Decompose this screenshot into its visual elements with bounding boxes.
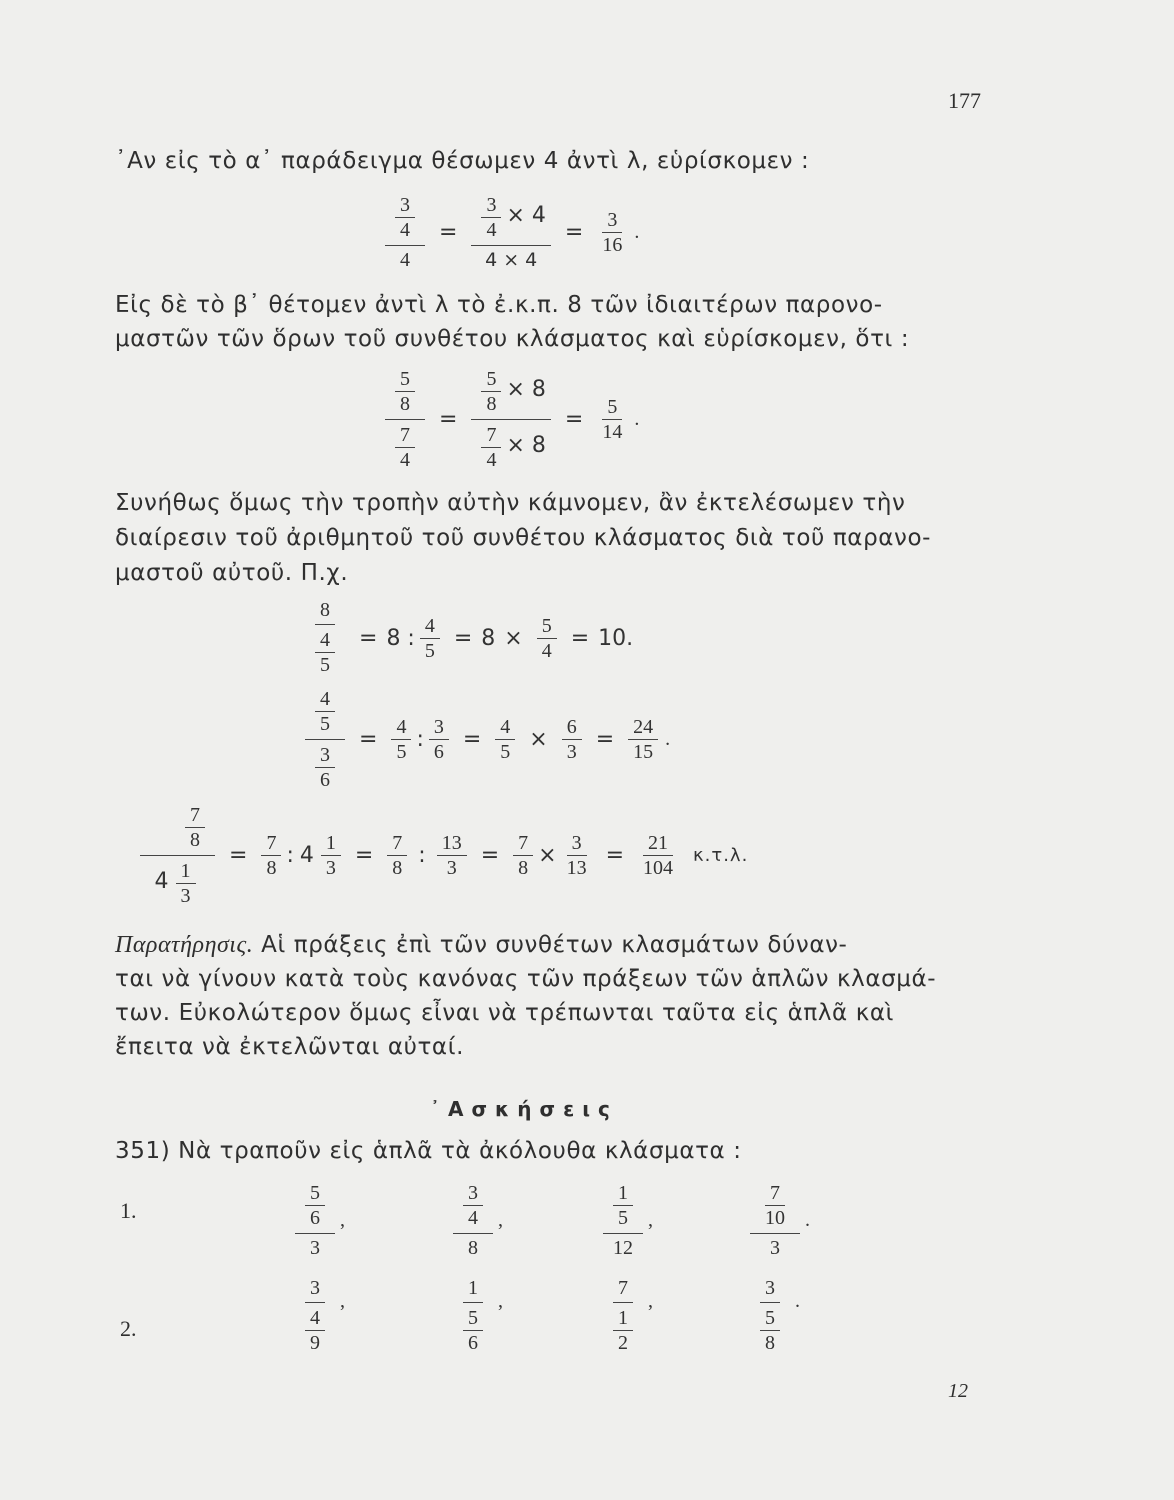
equation-3: $\frac{8}{\frac{4}{5}}$ = 8 : $\frac{4}{5}$ = 8 × $\frac{5}{4}$ = 10. — [300, 598, 633, 678]
exercise-2b: $\frac{1}{\frac{5}{6}}$ , — [448, 1276, 503, 1356]
exercise-1c: $\frac{\frac{1}{5}}{12}$ , — [598, 1180, 653, 1260]
exercise-1a: $\frac{\frac{5}{6}}{3}$ , — [290, 1180, 345, 1260]
compound-fraction: $\frac{\frac{4}{5}}{\frac{3}{6}}$ — [305, 686, 345, 793]
equation-2: $\frac{\frac{5}{8}}{\frac{7}{4}}$ = $\frac{5}{8}$ × 8 $\frac{7}{4}$ × 8 = $\frac{5}{14}$ . — [380, 366, 639, 473]
note-line-1: Παρατήρησις. Αἱ πράξεις ἐπὶ τῶν συνθέτων κλασμάτων δύναν- — [115, 932, 848, 958]
paragraph-2-line-1: Εἰς δὲ τὸ β᾽ θέτομεν ἀντὶ λ τὸ ἐ.κ.π. 8 τῶν ἰδιαιτέρων παρονο- — [115, 292, 883, 318]
compound-fraction: $\frac{7}{8}$ 4 $\frac{1}{3}$ — [140, 802, 215, 909]
exercise-prompt: 351) Νὰ τραποῦν εἰς ἁπλᾶ τὰ ἀκόλουθα κλάσματα : — [115, 1138, 742, 1164]
exercise-1d: $\frac{\frac{7}{10}}{3}$ . — [745, 1180, 810, 1260]
expanded-fraction: $\frac{3}{4}$ × 4 4 × 4 — [471, 192, 550, 272]
note-heading: Παρατήρησις. — [115, 932, 254, 958]
paragraph-3-line-1: Συνήθως ὅμως τὴν τροπὴν αὐτὴν κάμνομεν, ἂν ἐκτελέσωμεν τὴν — [115, 490, 906, 516]
result-fraction: $\frac{3}{16}$ — [602, 208, 623, 256]
compound-fraction: $\frac{\frac{3}{4}}{4}$ — [385, 192, 425, 272]
paragraph-3-line-3: μαστοῦ αὐτοῦ. Π.χ. — [115, 560, 349, 586]
exercise-2a: $\frac{3}{\frac{4}{9}}$ , — [290, 1276, 345, 1356]
exercise-row-1-label: 1. — [120, 1198, 137, 1223]
exercise-1b: $\frac{\frac{3}{4}}{8}$ , — [448, 1180, 503, 1260]
equation-1: $\frac{\frac{3}{4}}{4}$ = $\frac{3}{4}$ × 4 4 × 4 = $\frac{3}{16}$ . — [380, 192, 639, 272]
exercise-2c: $\frac{7}{\frac{1}{2}}$ , — [598, 1276, 653, 1356]
paragraph-1: ᾿Αν εἰς τὸ α᾽ παράδειγμα θέσωμεν 4 ἀντὶ λ, εὑρίσκομεν : — [115, 148, 810, 174]
note-line-3: των. Εὐκολώτερον ὅμως εἶναι νὰ τρέπωνται ταῦτα εἰς ἁπλᾶ καὶ — [115, 1000, 895, 1026]
page-number: 177 — [948, 88, 981, 113]
exercises-title: ᾿Ασκήσεις — [430, 1097, 618, 1121]
equation-4: $\frac{\frac{4}{5}}{\frac{3}{6}}$ = $\frac{4}{5}$ : $\frac{3}{6}$ = $\frac{4}{5}$ × $\frac{6}{3}$ = $\frac{24}{15}$ . — [300, 686, 670, 793]
equation-5: $\frac{7}{8}$ 4 $\frac{1}{3}$ = $\frac{7}{8}$ : 4 $\frac{1}{3}$ = $\frac{7}{8}$ : $\frac{13}{3}$ = $\frac{7}{8}$ × $\frac{3}{13}$ = $\frac{21}{104}$ κ.τ.λ. — [135, 802, 748, 909]
paragraph-2-line-2: μαστῶν τῶν ὅρων τοῦ συνθέτου κλάσματος καὶ εὑρίσκομεν, ὅτι : — [115, 326, 910, 352]
note-line-4: ἔπειτα νὰ ἐκτελῶνται αὐταί. — [115, 1034, 464, 1060]
compound-fraction: $\frac{8}{\frac{4}{5}}$ — [305, 598, 345, 678]
compound-fraction: $\frac{\frac{5}{8}}{\frac{7}{4}}$ — [385, 366, 425, 473]
expanded-fraction: $\frac{5}{8}$ × 8 $\frac{7}{4}$ × 8 — [471, 366, 550, 473]
signature-number: 12 — [948, 1380, 968, 1402]
note-line-2: ται νὰ γίνουν κατὰ τοὺς κανόνας τῶν πράξεων τῶν ἁπλῶν κλασμά- — [115, 966, 937, 992]
exercise-2d: $\frac{3}{\frac{5}{8}}$ . — [745, 1276, 800, 1356]
paragraph-3-line-2: διαίρεσιν τοῦ ἀριθμητοῦ τοῦ συνθέτου κλάσματος διὰ τοῦ παρανο- — [115, 525, 932, 551]
result-fraction: $\frac{5}{14}$ — [602, 396, 623, 443]
exercise-row-2-label: 2. — [120, 1316, 137, 1341]
